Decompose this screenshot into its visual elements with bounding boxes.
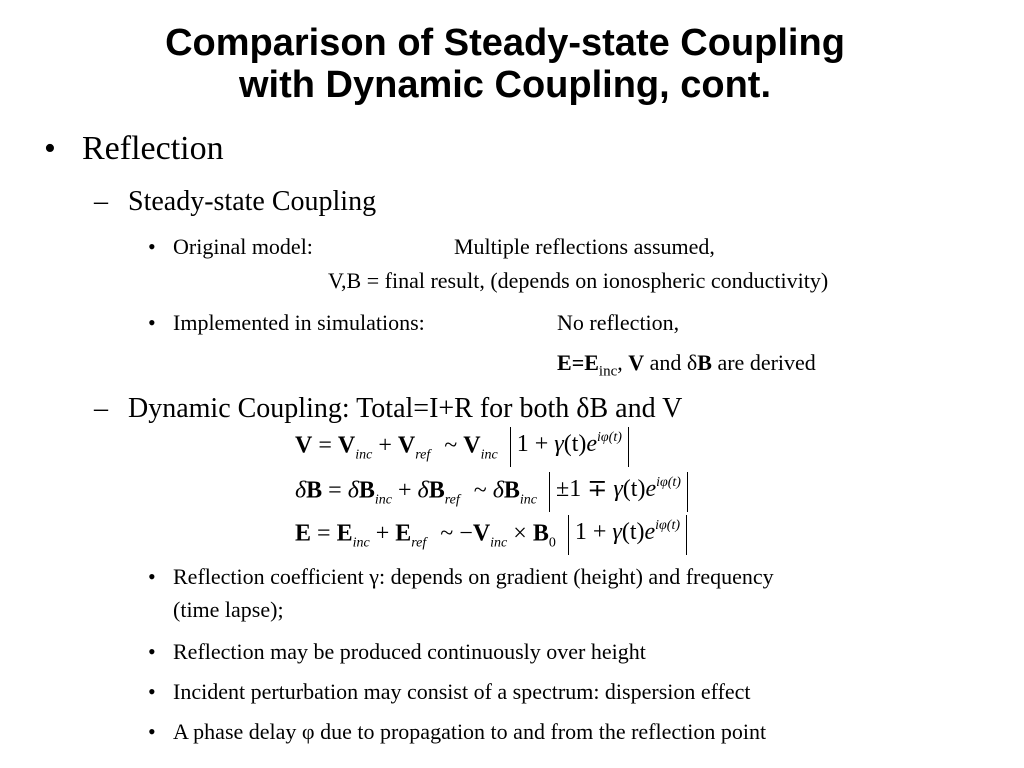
eq3-bracket xyxy=(568,515,687,555)
eq3-gamma: γ xyxy=(612,519,622,545)
title-line-1: Comparison of Steady-state Coupling xyxy=(165,22,845,64)
eq2-bracket xyxy=(549,472,688,512)
eq1-equals: = xyxy=(318,432,332,459)
derived-e-inc: E xyxy=(584,350,599,375)
eq2-sub-inc: inc xyxy=(374,492,392,508)
eq3-sub-inc: inc xyxy=(352,535,370,551)
derived-and: and xyxy=(649,350,682,375)
dash-icon: – xyxy=(94,186,108,217)
point-continuous-reflection: Reflection may be produced continuously over height xyxy=(173,639,646,664)
eq2-b-inc-2: B xyxy=(503,477,520,504)
equation-db xyxy=(295,472,688,512)
eq2-b-inc: B xyxy=(358,477,375,504)
title-line-2: with Dynamic Coupling, cont. xyxy=(239,64,771,106)
eq2-minus-plus: ∓ xyxy=(587,476,608,502)
eq3-v-inc: V xyxy=(472,520,491,547)
point-reflection-coefficient-cont: (time lapse); xyxy=(173,597,284,622)
eq2-plus-minus-one: ±1 xyxy=(556,476,582,502)
eq2-delta-3: δ xyxy=(492,477,504,504)
eq1-sub-inc-2: inc xyxy=(480,447,498,463)
steady-heading: Steady-state Coupling xyxy=(128,186,377,217)
eq2-exp: iφ(t) xyxy=(656,475,681,490)
equation-v xyxy=(295,427,629,467)
reflection-heading: Reflection xyxy=(82,130,224,167)
derived-equals: = xyxy=(571,350,585,375)
bullet-icon: • xyxy=(148,639,156,664)
original-model-result: V,B = final result, (depends on ionospheric conductivity) xyxy=(328,268,829,293)
eq1-v-inc-2: V xyxy=(463,432,481,459)
eq2-b-ref: B xyxy=(428,477,445,504)
eq3-tilde: ~ xyxy=(440,520,454,547)
eq1-v-inc: V xyxy=(337,432,356,459)
point-dispersion: Incident perturbation may consist of a spectrum: dispersion effect xyxy=(173,679,751,704)
eq2-tilde: ~ xyxy=(473,477,487,504)
eq3-sub-ref: ref xyxy=(411,535,427,551)
eq3-lhs: E xyxy=(295,520,312,547)
eq2-delta-1: δ xyxy=(347,477,359,504)
eq2-gamma: γ xyxy=(613,476,623,502)
eq3-plus: + xyxy=(375,520,390,547)
eq1-exp: iφ(t) xyxy=(597,430,622,445)
eq3-sub-zero: 0 xyxy=(548,535,556,551)
eq3-b0: B xyxy=(532,520,549,547)
eq1-e: e xyxy=(586,431,598,457)
derived-tail: are derived xyxy=(717,350,816,375)
bullet-icon: • xyxy=(44,130,56,167)
dash-icon: – xyxy=(94,393,108,424)
derived-line xyxy=(557,350,816,380)
eq2-equals: = xyxy=(328,477,342,504)
derived-delta: δ xyxy=(686,350,698,375)
equation-e xyxy=(295,515,687,555)
derived-v: V xyxy=(628,350,645,375)
eq1-plus: + xyxy=(378,432,392,459)
eq1-lhs: V xyxy=(295,432,313,459)
bullet-icon: • xyxy=(148,679,156,704)
eq2-sub-inc-2: inc xyxy=(519,492,538,508)
eq3-e-inc: E xyxy=(336,520,353,547)
eq3-e-ref: E xyxy=(395,520,412,547)
eq2-e: e xyxy=(645,476,657,502)
bullet-icon: • xyxy=(148,234,156,259)
implemented-label: Implemented in simulations: xyxy=(173,310,425,335)
eq1-tilde: ~ xyxy=(444,432,458,459)
original-model-text: Multiple reflections assumed, xyxy=(454,234,715,259)
eq2-delta-2: δ xyxy=(417,477,429,504)
original-model-label: Original model: xyxy=(173,234,313,259)
bullet-icon: • xyxy=(148,719,156,744)
eq1-t: (t) xyxy=(563,431,587,457)
eq2-lhs: B xyxy=(306,477,323,504)
eq2-plus: + xyxy=(398,477,412,504)
derived-b: B xyxy=(697,350,712,375)
eq1-plus-2: + xyxy=(534,431,549,457)
derived-sub: inc xyxy=(598,363,618,380)
eq3-sub-inc-2: inc xyxy=(490,535,508,551)
eq1-one: 1 xyxy=(516,431,529,457)
eq1-v-ref: V xyxy=(397,432,416,459)
bullet-icon: • xyxy=(148,564,156,589)
eq3-equals: = xyxy=(317,520,331,547)
eq2-delta: δ xyxy=(295,477,307,504)
dynamic-heading: Dynamic Coupling: Total=I+R for both δB and V xyxy=(128,393,683,424)
eq1-sub-inc: inc xyxy=(355,447,373,463)
eq3-one: 1 xyxy=(574,519,587,545)
bullet-icon: • xyxy=(148,310,156,335)
eq3-e: e xyxy=(644,519,656,545)
eq3-exp: iφ(t) xyxy=(655,518,681,533)
point-reflection-coefficient: Reflection coefficient γ: depends on gradient (height) and frequency xyxy=(173,564,774,589)
slide-title xyxy=(0,22,1010,106)
eq1-bracket xyxy=(510,427,629,467)
eq2-sub-ref: ref xyxy=(444,492,460,508)
implemented-text: No reflection, xyxy=(557,310,680,335)
eq3-minus: − xyxy=(459,520,473,547)
eq2-t: (t) xyxy=(622,476,646,502)
eq3-plus-2: + xyxy=(592,519,607,545)
eq1-sub-ref: ref xyxy=(415,447,431,463)
eq1-gamma: γ xyxy=(554,431,564,457)
point-phase-delay: A phase delay φ due to propagation to and from the reflection point xyxy=(173,719,767,744)
eq3-times: × xyxy=(513,520,527,547)
derived-e: E xyxy=(557,350,572,375)
derived-comma: , xyxy=(617,350,623,375)
eq3-t: (t) xyxy=(621,519,645,545)
